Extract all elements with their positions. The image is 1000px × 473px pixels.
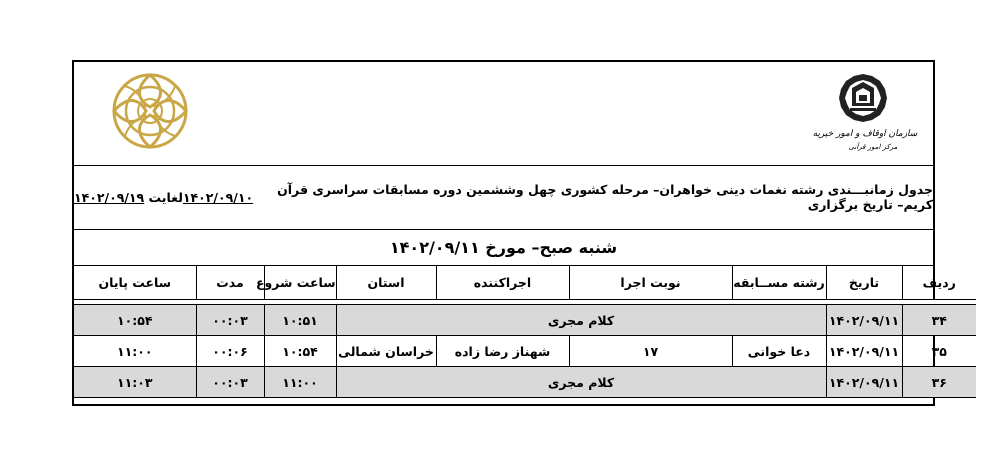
cell-start: ۱۰:۵۴ (264, 336, 336, 367)
col-row: ردیف (902, 265, 976, 300)
table-row (74, 367, 976, 398)
rosette-icon (109, 70, 191, 152)
table-row (74, 336, 976, 367)
awqaf-logo-text: سازمان اوقاف و امور خیریه (812, 129, 918, 139)
awqaf-logo-subtext: مرکز امور قرآنی (848, 143, 898, 151)
cell-row: ۳۵ (902, 336, 976, 367)
col-field: رشته مســابقه (732, 265, 826, 300)
gold-rosette-emblem (109, 70, 191, 152)
cell-row: ۳۴ (902, 305, 976, 336)
col-date: تاریخ (826, 265, 902, 300)
cell-merged: کلام مجری (336, 367, 826, 398)
title-date-end: ۱۴۰۲/۰۹/۱۹ (74, 189, 145, 205)
cell-date: ۱۴۰۲/۰۹/۱۱ (826, 367, 902, 398)
cell-province: خراسان شمالی (336, 336, 436, 367)
schedule-table (74, 265, 976, 398)
title-prefix: جدول زمانبـــندی رشته نغمات دینی خواهران– مرحله کشوری چهل وششمین دوره مسابقات سراسری قرآن کریم– تاریخ برگزاری (277, 182, 933, 212)
cell-date: ۱۴۰۲/۰۹/۱۱ (826, 305, 902, 336)
schedule-sheet (72, 60, 956, 406)
cell-field: دعا خوانی (732, 336, 826, 367)
cell-end: ۱۰:۵۴ (74, 305, 196, 336)
cell-duration: ۰۰:۰۳ (196, 367, 264, 398)
col-province: استان (336, 265, 436, 300)
table-row (74, 305, 976, 336)
cell-performer: شهناز رضا زاده (436, 336, 569, 367)
title-date-join: لغایت (148, 189, 183, 205)
col-turn: نوبت اجرا (569, 265, 732, 300)
session-heading (74, 229, 933, 266)
col-start: ساعت شروع (264, 265, 336, 300)
cell-start: ۱۱:۰۰ (264, 367, 336, 398)
cell-end: ۱۱:۰۳ (74, 367, 196, 398)
col-performer: اجراکننده (436, 265, 569, 300)
awqaf-logo (812, 70, 918, 156)
col-duration: مدت (196, 265, 264, 300)
cell-end: ۱۱:۰۰ (74, 336, 196, 367)
col-end: ساعت پایان (74, 265, 196, 300)
session-label: شنبه صبح– مورخ ۱۴۰۲/۰۹/۱۱ (389, 237, 618, 257)
cell-row: ۳۶ (902, 367, 976, 398)
cell-turn: ۱۷ (569, 336, 732, 367)
awqaf-emblem-icon (812, 70, 918, 156)
cell-merged: کلام مجری (336, 305, 826, 336)
schedule-title (74, 165, 933, 230)
table-header-row (74, 265, 976, 300)
cell-date: ۱۴۰۲/۰۹/۱۱ (826, 336, 902, 367)
cell-start: ۱۰:۵۱ (264, 305, 336, 336)
cell-duration: ۰۰:۰۶ (196, 336, 264, 367)
title-date-start: ۱۴۰۲/۰۹/۱۰ (182, 189, 254, 205)
cell-duration: ۰۰:۰۳ (196, 305, 264, 336)
header-band (74, 62, 933, 166)
